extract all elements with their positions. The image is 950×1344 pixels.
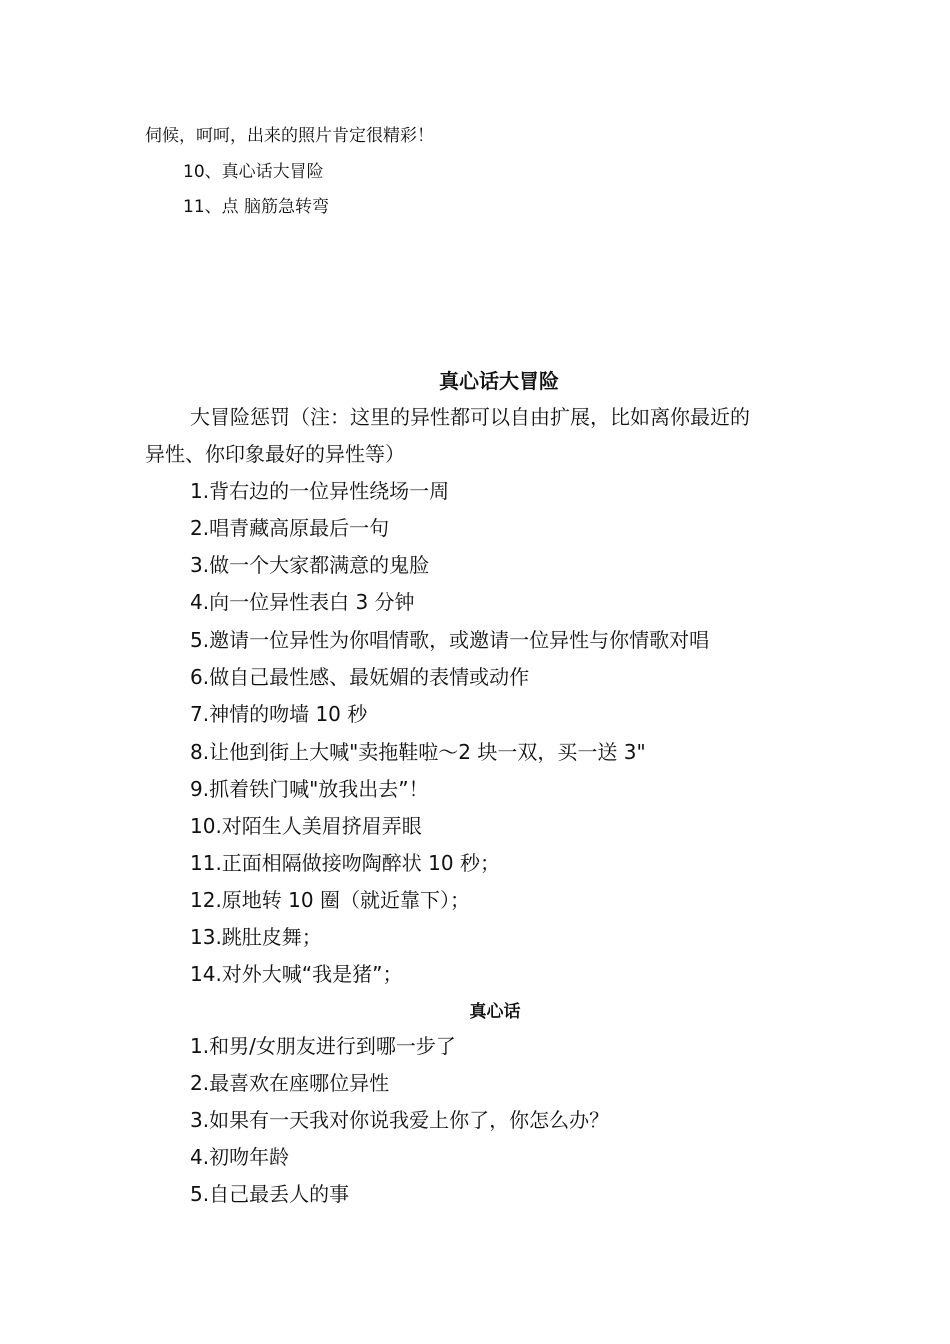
section-title: 真心话大冒险 bbox=[439, 369, 559, 393]
dare-item: 12.原地转 10 圈（就近靠下）； bbox=[190, 888, 470, 912]
intro-item-11: 11、点 脑筋急转弯 bbox=[183, 197, 330, 217]
dare-item: 6.做自己最性感、最妩媚的表情或动作 bbox=[190, 665, 530, 689]
truth-item: 2.最喜欢在座哪位异性 bbox=[190, 1071, 390, 1095]
dare-item: 4.向一位异性表白 3 分钟 bbox=[190, 590, 415, 614]
intro-continuation: 伺候，呵呵，出来的照片肯定很精彩！ bbox=[145, 126, 434, 146]
dare-item: 13.跳肚皮舞； bbox=[190, 925, 322, 949]
dare-item: 14.对外大喊“我是猪”； bbox=[190, 962, 403, 986]
dare-item: 2.唱青藏高原最后一句 bbox=[190, 516, 390, 540]
truth-item: 3.如果有一天我对你说我爱上你了，你怎么办？ bbox=[190, 1108, 610, 1132]
truth-item: 5.自己最丢人的事 bbox=[190, 1182, 350, 1206]
dare-item: 1.背右边的一位异性绕场一周 bbox=[190, 479, 450, 503]
dare-item: 9.抓着铁门喊"放我出去”！ bbox=[190, 777, 429, 801]
intro-item-10: 10、真心话大冒险 bbox=[183, 162, 324, 182]
dare-note-line2: 异性、你印象最好的异性等） bbox=[145, 442, 405, 466]
dare-item: 10.对陌生人美眉挤眉弄眼 bbox=[190, 814, 422, 838]
truth-item: 1.和男/女朋友进行到哪一步了 bbox=[190, 1034, 456, 1058]
dare-item: 7.神情的吻墙 10 秒 bbox=[190, 702, 368, 726]
dare-item: 11.正面相隔做接吻陶醉状 10 秒； bbox=[190, 851, 500, 875]
dare-item: 5.邀请一位异性为你唱情歌，或邀请一位异性与你情歌对唱 bbox=[190, 628, 710, 652]
truth-item: 4.初吻年龄 bbox=[190, 1145, 290, 1169]
dare-note-line1: 大冒险惩罚（注：这里的异性都可以自由扩展，比如离你最近的 bbox=[190, 405, 750, 429]
truth-title: 真心话 bbox=[469, 1002, 521, 1022]
dare-item: 8.让他到街上大喊"卖拖鞋啦～2 块一双，买一送 3" bbox=[190, 740, 646, 764]
dare-item: 3.做一个大家都满意的鬼脸 bbox=[190, 553, 430, 577]
